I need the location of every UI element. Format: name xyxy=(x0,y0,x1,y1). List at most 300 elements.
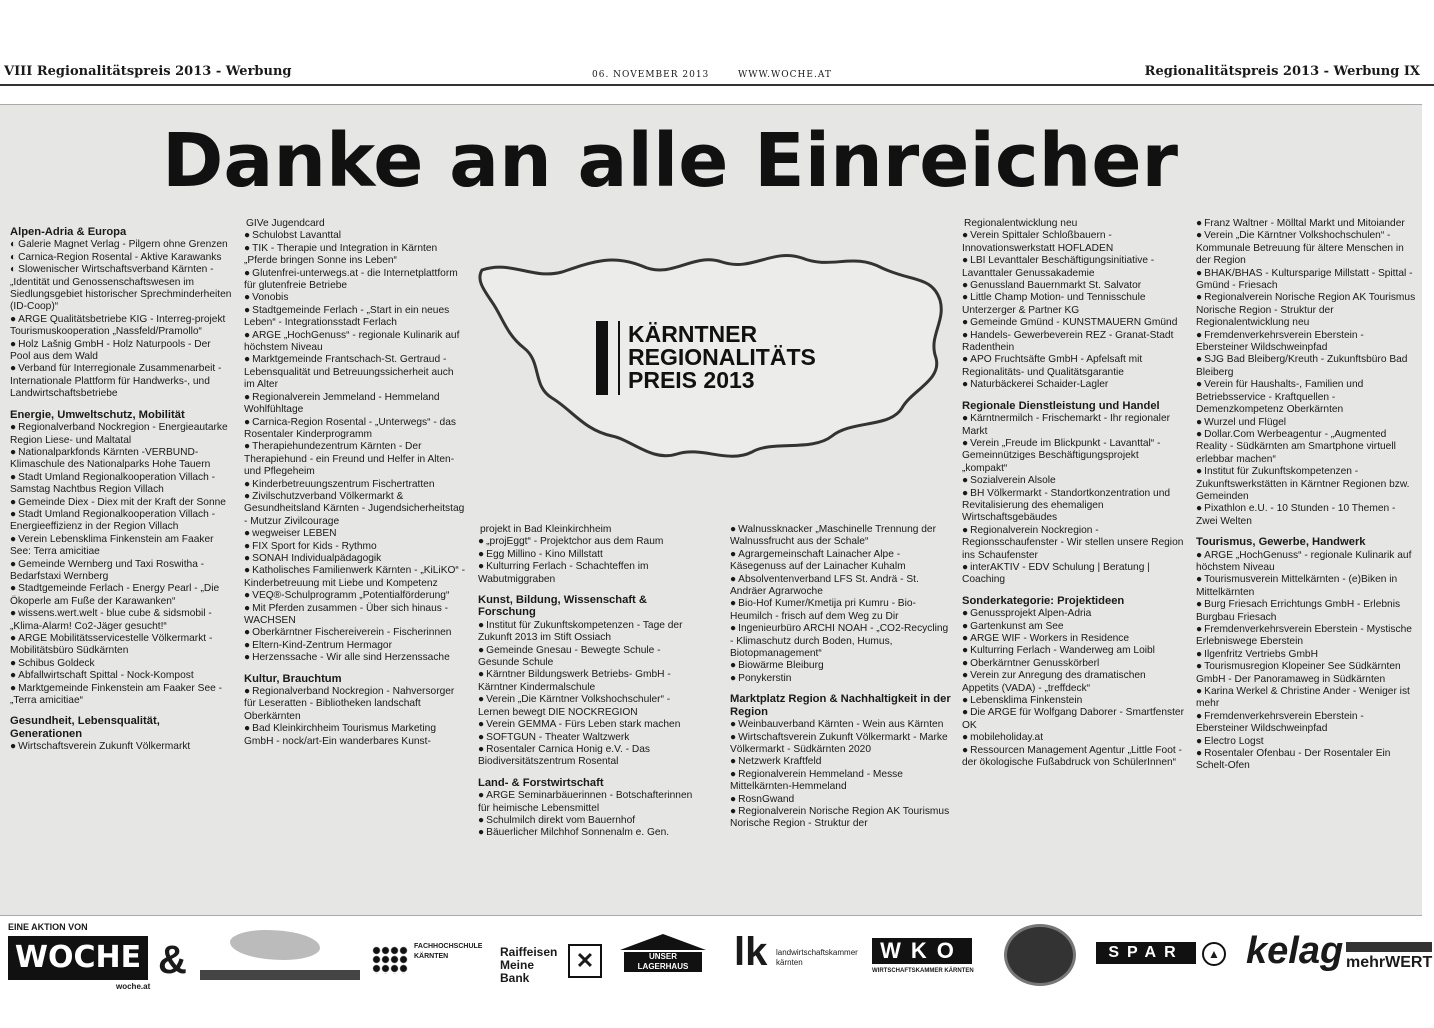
list-item xyxy=(1196,292,1418,329)
list-item xyxy=(478,536,700,548)
list-item xyxy=(478,719,700,731)
list-item-text: Carnica-Region Rosental - „Unterwegs“ - das Rosentaler Kinderprogramm xyxy=(244,416,456,440)
list-item xyxy=(962,621,1184,633)
lk-logo-mark: lk xyxy=(734,930,768,974)
list-item-text: SOFTGUN - Theater Waltzwerk xyxy=(486,731,630,743)
list-item-text: Stadt Umland Regionalkooperation Villach - Samstag Nachtbus Region Villach xyxy=(10,471,216,496)
spar-tree-icon: ▲ xyxy=(1202,942,1226,966)
list-item-text: Genussprojekt Alpen-Adria xyxy=(970,608,1092,620)
mehrwert-logo: mehrWERT xyxy=(1346,942,1432,972)
category-heading: Gesundheit, Lebensqualität, Generationen xyxy=(10,715,160,740)
kaernten-seal xyxy=(1004,924,1076,986)
list-item-text: Gemeinde Wernberg und Taxi Roswitha - Bedarfstaxi Wernberg xyxy=(10,558,205,582)
bullet-icon: ● xyxy=(244,391,251,403)
woche-url: woche.at xyxy=(116,982,151,991)
list-item-text: Electro Logst xyxy=(1204,735,1264,747)
lagerhaus-logo: UNSER LAGERHAUS xyxy=(620,934,706,976)
list-item-text: Rosentaler Ofenbau - Der Rosentaler Ein Schelt-Ofen xyxy=(1196,748,1391,772)
list-item-text: Kärntner Bildungswerk Betriebs- GmbH - Kärntner Kindermalschule xyxy=(478,669,671,693)
list-item-text: Mit Pferden zusammen - Über sich hinaus - WACHSEN xyxy=(244,602,449,626)
bullet-icon: ● xyxy=(244,565,251,577)
list-item-text: Little Champ Motion- und Tennisschule Unterzerger & Partner KG xyxy=(962,292,1146,316)
list-item-text: Carnica-Region Rosental - Aktive Karawanks xyxy=(18,251,222,263)
list-item-text: Slowenischer Wirtschaftsverband Kärnten - „Identität und Genossenschaftswesen im Siedlungsgebiet historischer Sprechminderheiten (ID-Coop)“ xyxy=(10,264,232,313)
list-item xyxy=(244,528,466,540)
bullet-icon: ● xyxy=(10,608,17,620)
list-item xyxy=(962,255,1184,280)
list-item-text: Nationalparkfonds Kärnten -VERBUND-Klimaschule des Nationalparks Hohe Tauern xyxy=(10,446,211,471)
list-item xyxy=(962,413,1184,438)
list-item xyxy=(244,441,466,478)
list-item xyxy=(10,264,232,314)
list-item xyxy=(10,633,232,658)
list-item xyxy=(478,620,700,645)
list-item xyxy=(10,509,232,534)
category-heading: Land- & Forstwirtschaft xyxy=(478,776,604,789)
category-heading: Alpen-Adria & Europa xyxy=(10,226,127,238)
list-item xyxy=(962,707,1184,732)
category-heading: Regionale Dienstleistung und Handel xyxy=(962,399,1160,412)
bullet-icon: ● xyxy=(962,695,969,707)
award-logo-text xyxy=(628,323,816,392)
bullet-icon: ● xyxy=(962,437,969,449)
page-header-date: 06. NOVEMBER 2013 xyxy=(592,70,710,80)
list-item-text: Bäuerlicher Milchhof Sonnenalm e. Gen. xyxy=(486,827,670,839)
list-item-text: Regionalverein Nockregion - Regionsschaufenster - Wir stellen unsere Region ins Schaufenster xyxy=(962,524,1184,561)
list-item-text: Bad Kleinkirchheim Tourismus Marketing GmbH - nock/art-Ein wanderbares Kunst- xyxy=(244,723,436,747)
kelag-logo: kelag xyxy=(1246,930,1344,972)
list-item-text: Stadt Umland Regionalkooperation Villach - Energieeffizienz in der Region Villach xyxy=(10,508,216,533)
bullet-icon: ● xyxy=(244,540,251,552)
list-item-text: Franz Waltner - Mölltal Markt und Mitoiander xyxy=(1204,218,1405,229)
bullet-icon: ● xyxy=(1196,503,1203,515)
list-item xyxy=(962,354,1184,379)
list-item-text: mobileholiday.at xyxy=(970,732,1044,744)
logo-bar-thin xyxy=(618,321,620,395)
list-item xyxy=(730,524,952,549)
list-item xyxy=(962,732,1184,744)
bullet-icon: ● xyxy=(478,561,485,573)
bullet-icon: ● xyxy=(1196,710,1203,722)
list-item-text: Regionalverein Norische Region AK Tourismus Norische Region - Struktur der xyxy=(730,805,950,830)
list-item-text: Regionalverband Nockregion - Nahversorger für Leseratten - Bibliotheken landschaft Oberkärnten xyxy=(244,686,455,722)
category-heading: Kultur, Brauchtum xyxy=(244,672,342,685)
list-item-text: Gemeinde Gmünd - KUNSTMAUERN Gmünd xyxy=(970,317,1178,329)
list-item-text: Marktgemeinde Finkenstein am Faaker See - „Terra amicitiae“ xyxy=(10,682,222,707)
bullet-icon: ● xyxy=(10,363,17,375)
list-item-text: Marktgemeinde Frantschach-St. Gertraud - Lebensqualität und Betreuungssicherheit auch im Alter xyxy=(244,354,454,391)
bullet-icon: ● xyxy=(10,533,17,545)
list-item-text: APO Fruchtsäfte GmbH - Apfelsaft mit Regionalitäts- und Qualitätsgarantie xyxy=(962,354,1143,378)
list-item xyxy=(1196,736,1418,748)
list-item-text: Netzwerk Kraftfeld xyxy=(738,756,822,768)
list-item-text: Holz Lašnig GmbH - Holz Naturpools - Der Pool aus dem Wald xyxy=(10,338,211,363)
bullet-icon: ● xyxy=(962,645,969,657)
list-item-text: Fremdenverkehrsverein Eberstein - Mystische Erlebniswege Eberstein xyxy=(1196,624,1412,648)
list-item-text: Bio-Hof Kumer/Kmetija pri Kumru - Bio-Heumilch - frisch auf dem Weg zu Dir xyxy=(730,598,916,622)
list-item xyxy=(730,806,952,831)
list-item-text: Die ARGE für Wolfgang Daborer - Smartfenster OK xyxy=(962,707,1184,731)
list-item-text: Galerie Magnet Verlag - Pilgern ohne Grenzen xyxy=(18,239,228,251)
list-item-text: Ilgenfritz Vertriebs GmbH xyxy=(1204,648,1318,660)
list-item-text: FIX Sport for Kids - Rythmo xyxy=(252,540,377,552)
list-item xyxy=(962,658,1184,670)
list-item-text: BH Völkermarkt - Standortkonzentration und Revitalisierung des ehemaligen Wirtschaftsgebäudes xyxy=(962,487,1171,524)
bullet-icon: ● xyxy=(244,441,251,453)
bullet-icon: ● xyxy=(244,490,251,502)
page-header-left: VIII Regionalitätspreis 2013 - Werbung xyxy=(4,64,292,79)
list-item xyxy=(478,549,700,561)
list-item-text: TIK - Therapie und Integration in Kärnten „Pferde bringen Sonne ins Leben“ xyxy=(244,242,438,267)
bullet-icon: ● xyxy=(962,317,969,329)
list-item-text: SONAH Individualpädagogik xyxy=(252,552,382,564)
bullet-icon: ● xyxy=(962,707,969,719)
bullet-icon: ● xyxy=(478,719,485,731)
list-item-text: Schulmilch direkt vom Bauernhof xyxy=(486,814,636,826)
list-item-text: Kärntnermilch - Frischemarkt - Ihr regionaler Markt xyxy=(962,413,1171,437)
bullet-icon: ● xyxy=(962,561,969,573)
wko-logo: WKO xyxy=(872,938,972,964)
page-header-url: WWW.WOCHE.AT xyxy=(738,70,832,80)
page-title: Danke an alle Einreicher xyxy=(161,118,1179,204)
bullet-icon: ● xyxy=(244,686,251,698)
bullet-icon: ● xyxy=(244,354,251,366)
list-item xyxy=(1196,661,1418,686)
list-item-text: Absolventenverband LFS St. Andrä - St. Andräer Agrarwoche xyxy=(730,573,919,598)
list-item xyxy=(730,574,952,599)
list-item xyxy=(1196,649,1418,661)
list-item xyxy=(962,218,1184,230)
category-heading: Marktplatz Region & Nachhaltigkeit in der Region xyxy=(730,693,951,718)
list-item-text: Walnussknacker „Maschinelle Trennung der Walnussfrucht aus der Schale“ xyxy=(730,524,936,548)
list-item xyxy=(244,305,466,330)
list-item-text: ARGE Seminarbäuerinnen - Botschafterinnen für heimische Lebensmittel xyxy=(478,790,693,814)
bullet-icon: ● xyxy=(730,573,737,585)
bullet-icon: ● xyxy=(1196,748,1203,760)
bullet-icon: ● xyxy=(730,524,737,535)
list-item-text: Dollar.Com Werbeagentur - „Augmented Reality - Südkärnten am Smartphone virtuell erlebbar machen“ xyxy=(1196,428,1396,465)
list-item-text: Gemeinde Gnesau - Bewegte Schule - Gesunde Schule xyxy=(478,644,661,669)
list-item xyxy=(244,627,466,639)
list-item-text: Agrargemeinschaft Lainacher Alpe - Käsegenuss auf der Lainacher Kuhalm xyxy=(730,548,906,573)
list-item xyxy=(1196,748,1418,773)
list-item-text: Handels- Gewerbeverein REZ - Granat-Stadt Radenthein xyxy=(962,329,1174,354)
list-item-text: ARGE Qualitätsbetriebe KIG - Interreg-projekt Tourismuskooperation „Nassfeld/Pramollo“ xyxy=(10,313,226,338)
list-item xyxy=(244,479,466,491)
list-item xyxy=(244,603,466,628)
list-item-text: Fremdenverkehrsverein Eberstein - Ebersteiner Wildschweinpfad xyxy=(1196,329,1364,354)
list-item-text: Verein „Freude im Blickpunkt - Lavanttal“ - Gemeinnütziges Beschäftigungsprojekt „kompakt“ xyxy=(962,437,1161,474)
list-item xyxy=(962,488,1184,525)
list-item-text: Kulturring Ferlach - Schachteffen im Wabutmiggraben xyxy=(478,561,649,585)
list-item xyxy=(10,472,232,497)
list-item xyxy=(244,652,466,664)
list-item-text: Egg Millino - Kino Millstatt xyxy=(486,548,603,560)
list-item-text: Ingenieurbüro ARCHI NOAH - „CO2-Recycling - Klimaschutz durch Boden, Humus, Biotopmanagement“ xyxy=(730,623,949,660)
list-item xyxy=(1196,574,1418,599)
list-item xyxy=(10,314,232,339)
list-item xyxy=(1196,330,1418,355)
list-item-text: GIVe Jugendcard xyxy=(246,218,325,229)
list-item-text: wegweiser LEBEN xyxy=(252,528,337,540)
bullet-icon: ● xyxy=(478,731,485,743)
bullet-icon: ● xyxy=(244,723,251,735)
bullet-icon: ● xyxy=(10,422,17,434)
list-item xyxy=(244,541,466,553)
bullet-icon: ● xyxy=(730,805,737,817)
wko-subtitle: WIRTSCHAFTSKAMMER KÄRNTEN xyxy=(872,968,974,974)
list-item xyxy=(244,640,466,652)
list-item xyxy=(244,417,466,442)
list-item-text: Verein GEMMA - Fürs Leben stark machen xyxy=(486,719,681,731)
list-item xyxy=(1196,550,1418,575)
bullet-icon: ● xyxy=(478,548,485,560)
column-3 xyxy=(478,524,700,896)
bullet-icon: ● xyxy=(244,478,251,490)
bullet-icon: ● xyxy=(730,548,737,560)
list-item-text: Glutenfrei-unterwegs.at - die Internetplattform für glutenfreie Betriebe xyxy=(244,267,458,292)
bullet-icon: ● xyxy=(10,633,17,644)
list-item-text: Kinderbetreuungszentrum Fischertratten xyxy=(252,478,435,490)
bullet-icon: ● xyxy=(730,660,737,672)
bullet-icon: ● xyxy=(1196,428,1203,440)
list-item xyxy=(962,608,1184,620)
bullet-icon: ● xyxy=(1196,379,1203,391)
bullet-icon: ● xyxy=(1196,230,1203,242)
bullet-icon: ● xyxy=(1196,329,1203,341)
bullet-icon: ● xyxy=(10,558,17,570)
bullet-icon: ● xyxy=(962,413,969,425)
bullet-icon: ● xyxy=(1196,648,1203,660)
list-item-text: ARGE „HochGenuss“ - regionale Kulinarik auf höchstem Niveau xyxy=(1196,549,1412,573)
list-item-text: Gartenkunst am See xyxy=(970,620,1064,632)
list-item xyxy=(1196,466,1418,503)
list-item xyxy=(962,292,1184,317)
bullet-icon: ● xyxy=(478,790,485,802)
bullet-icon: ● xyxy=(10,741,17,753)
bullet-icon: ● xyxy=(478,619,485,631)
list-item xyxy=(244,686,466,723)
list-item-text: Wirtschaftsverein Zukunft Völkermarkt xyxy=(18,741,191,753)
list-item xyxy=(962,379,1184,391)
list-item-text: Kulturring Ferlach - Wanderweg am Loibl xyxy=(970,645,1155,657)
list-item xyxy=(10,741,232,753)
list-item-text: Verein „Die Kärntner Volkshochschuler“ - Lernen bewegt DIE NOCKREGION xyxy=(478,694,671,718)
list-item xyxy=(730,549,952,574)
bullet-icon: ● xyxy=(962,524,969,536)
list-item-text: projekt in Bad Kleinkirchheim xyxy=(480,524,612,535)
list-item-text: Stadtgemeinde Ferlach - „Start in ein neues Leben“ - Integrationsstadt Ferlach xyxy=(244,304,450,329)
bullet-icon: ● xyxy=(10,338,17,350)
list-item xyxy=(478,669,700,694)
list-item-text: Genussland Bauernmarkt St. Salvator xyxy=(970,280,1142,292)
bullet-icon: ● xyxy=(244,627,251,639)
page-header-right: Regionalitätspreis 2013 - Werbung IX xyxy=(1144,64,1420,79)
list-item xyxy=(244,354,466,391)
bullet-icon: ● xyxy=(730,598,737,610)
list-item xyxy=(730,673,952,685)
list-item xyxy=(10,534,232,559)
list-item xyxy=(730,756,952,768)
bullet-icon: ● xyxy=(10,313,17,325)
bullet-icon: ● xyxy=(10,446,17,458)
list-item-text: Gemeinde Diex - Diex mit der Kraft der Sonne xyxy=(18,496,226,508)
list-item-text: interAKTIV - EDV Schulung | Beratung | Coaching xyxy=(962,561,1150,586)
bullet-icon: ● xyxy=(962,608,969,620)
list-item-text: Therapiehundezentrum Kärnten - Der Therapiehund - ein Freund und Helfer in Alten- und Pflegeheim xyxy=(244,441,455,478)
list-item-text: Wurzel und Flügel xyxy=(1204,416,1287,428)
list-item-text: LBI Levanttaler Beschäftigungsinitiative - Lavanttaler Genussakademie xyxy=(962,255,1155,279)
bullet-icon: ● xyxy=(1196,599,1203,611)
bullet-icon: ● xyxy=(730,768,737,780)
list-item-text: Verein für Haushalts-, Familien und Betriebsservice - Kraftquellen - Demenzkompetenz Oberkärnten xyxy=(1196,379,1364,416)
bullet-icon: ● xyxy=(962,230,969,242)
list-item xyxy=(244,330,466,355)
list-item xyxy=(244,565,466,590)
raiffeisen-icon: ✕ xyxy=(568,944,602,978)
list-item xyxy=(962,317,1184,329)
bullet-icon: ● xyxy=(244,416,251,428)
list-item-text: Wirtschaftsverein Zukunft Völkermarkt - Marke Völkermarkt - Südkärnten 2020 xyxy=(730,731,948,755)
bullet-icon: ● xyxy=(10,583,17,595)
bullet-icon: ● xyxy=(10,682,17,694)
bullet-icon: ● xyxy=(478,743,485,755)
list-item-text: Ponykerstin xyxy=(738,672,792,684)
list-item xyxy=(244,723,466,748)
list-item xyxy=(962,230,1184,255)
list-item xyxy=(478,827,700,839)
list-item-text: Lebensklima Finkenstein xyxy=(970,695,1083,707)
bullet-icon: ● xyxy=(244,552,251,564)
bullet-icon: ● xyxy=(962,475,969,487)
bullet-icon: ● xyxy=(478,644,485,656)
list-item xyxy=(1196,624,1418,649)
bullet-icon: ● xyxy=(962,732,969,744)
list-item xyxy=(730,794,952,806)
list-item-text: Verein Lebensklima Finkenstein am Faaker See: Terra amicitiae xyxy=(10,533,214,558)
list-item xyxy=(730,623,952,660)
list-item-text: Oberkärntner Fischereiverein - Fischerinnen xyxy=(252,627,452,639)
bullet-icon: ● xyxy=(962,620,969,632)
list-item-text: Vonobis xyxy=(252,292,289,304)
bullet-icon: ● xyxy=(478,814,485,826)
list-item xyxy=(1196,429,1418,466)
list-item xyxy=(478,790,700,815)
bullet-icon: ● xyxy=(962,329,969,341)
list-item xyxy=(10,658,232,670)
list-item-text: Institut für Zukunftskompetenzen - Zukunftswerkstätten in Kärntner Regionen bzw. Gemeinden xyxy=(1196,466,1410,502)
list-item xyxy=(244,218,466,230)
bullet-icon: ● xyxy=(962,354,969,366)
list-item xyxy=(1196,417,1418,429)
bullet-icon: ● xyxy=(1196,416,1203,428)
bullet-icon: ● xyxy=(730,623,737,635)
list-item-text: Eltern-Kind-Zentrum Hermagor xyxy=(252,639,392,651)
spar-logo: SPAR xyxy=(1096,942,1196,964)
woche-logo: WOCHE xyxy=(8,936,148,980)
list-item xyxy=(10,670,232,682)
list-item xyxy=(10,363,232,400)
column-5 xyxy=(962,218,1184,904)
bullet-icon: ● xyxy=(730,756,737,768)
list-item xyxy=(1196,503,1418,528)
list-item xyxy=(244,491,466,528)
list-item-text: Verein zur Anregung des dramatischen Appetits (VADA) - „treffdeck“ xyxy=(962,670,1146,694)
category-heading: Sonderkategorie: Projektideen xyxy=(962,594,1125,607)
bullet-icon: ● xyxy=(962,280,969,292)
list-item-text: ARGE Mobilitätsservicestelle Völkermarkt - Mobilitätsbüro Südkärnten xyxy=(10,633,213,657)
list-item-text: ARGE WIF - Workers in Residence xyxy=(970,633,1130,644)
list-item xyxy=(10,239,232,251)
bullet-icon: ● xyxy=(962,657,969,669)
list-item xyxy=(10,608,232,633)
list-item xyxy=(10,422,232,447)
header-rule xyxy=(0,84,1434,86)
list-item xyxy=(10,252,232,264)
list-item xyxy=(10,559,232,584)
bullet-icon: ● xyxy=(10,496,17,508)
list-item xyxy=(10,497,232,509)
list-item xyxy=(10,339,232,364)
bullet-icon: ● xyxy=(730,672,737,684)
list-item-text: Burg Friesach Errichtungs GmbH - Erlebnis Burgbau Friesach xyxy=(1196,599,1401,623)
list-item-text: „projEggt“ - Projektchor aus dem Raum xyxy=(486,536,664,548)
aktion-label: EINE AKTION VON xyxy=(8,922,88,932)
list-item xyxy=(962,475,1184,487)
bullet-icon: ● xyxy=(730,719,737,731)
bullet-icon: ● xyxy=(244,639,251,651)
category-heading: Kunst, Bildung, Wissenschaft & Forschung xyxy=(478,594,647,619)
fachhochschule-logo: FACHHOCHSCHULE KÄRNTEN xyxy=(372,940,492,980)
list-item xyxy=(1196,711,1418,736)
bullet-icon: ◐ xyxy=(10,239,17,251)
list-item-text: VEQ®-Schulprogramm „Potentialförderung“ xyxy=(252,590,450,602)
bullet-icon: ● xyxy=(1196,735,1203,747)
list-item xyxy=(10,447,232,472)
list-item xyxy=(1196,599,1418,624)
list-item-text: ARGE „HochGenuss“ - regionale Kulinarik auf höchstem Niveau xyxy=(244,329,460,354)
bullet-icon: ● xyxy=(1196,661,1203,673)
list-item-text: Katholisches Familienwerk Kärnten - „KiLiKO“ - Kinderbetreuung mit Liebe und Kompetenz xyxy=(244,565,466,589)
list-item xyxy=(1196,354,1418,379)
list-item-text: Rosentaler Carnica Honig e.V. - Das Biodiversitätszentrum Rosental xyxy=(478,743,650,768)
list-item-text: Naturbäckerei Schaider-Lagler xyxy=(970,379,1109,391)
list-item xyxy=(244,268,466,293)
bullet-icon: ● xyxy=(730,793,737,805)
bullet-icon: ● xyxy=(730,731,737,743)
list-item-text: Regionalverein Hemmeland - Messe Mittelkärnten-Hemmeland xyxy=(730,768,903,793)
column-2 xyxy=(244,218,466,904)
bullet-icon: ● xyxy=(244,602,251,614)
list-item xyxy=(10,683,232,708)
bullet-icon: ● xyxy=(244,528,251,540)
bullet-icon: ● xyxy=(962,255,969,267)
list-item xyxy=(730,660,952,672)
list-item xyxy=(1196,268,1418,293)
list-item-text: Regionalverein Norische Region AK Tourismus Norische Region - Struktur der Regionalentwicklung neu xyxy=(1196,292,1416,329)
bullet-icon: ● xyxy=(10,471,17,483)
bullet-icon: ● xyxy=(962,292,969,304)
list-item-text: Zivilschutzverband Völkermarkt & Gesundheitsland Kärnten - Jugendsicherheitstag - Mutzur Zivilcourage xyxy=(244,490,465,527)
bullet-icon: ● xyxy=(478,536,485,548)
logo-line-3: PREIS 2013 xyxy=(628,367,755,393)
list-item xyxy=(10,583,232,608)
column-1 xyxy=(10,218,232,904)
list-item-text: Schibus Goldeck xyxy=(18,657,95,669)
list-item xyxy=(962,645,1184,657)
list-item xyxy=(1196,218,1418,230)
list-item xyxy=(962,745,1184,770)
